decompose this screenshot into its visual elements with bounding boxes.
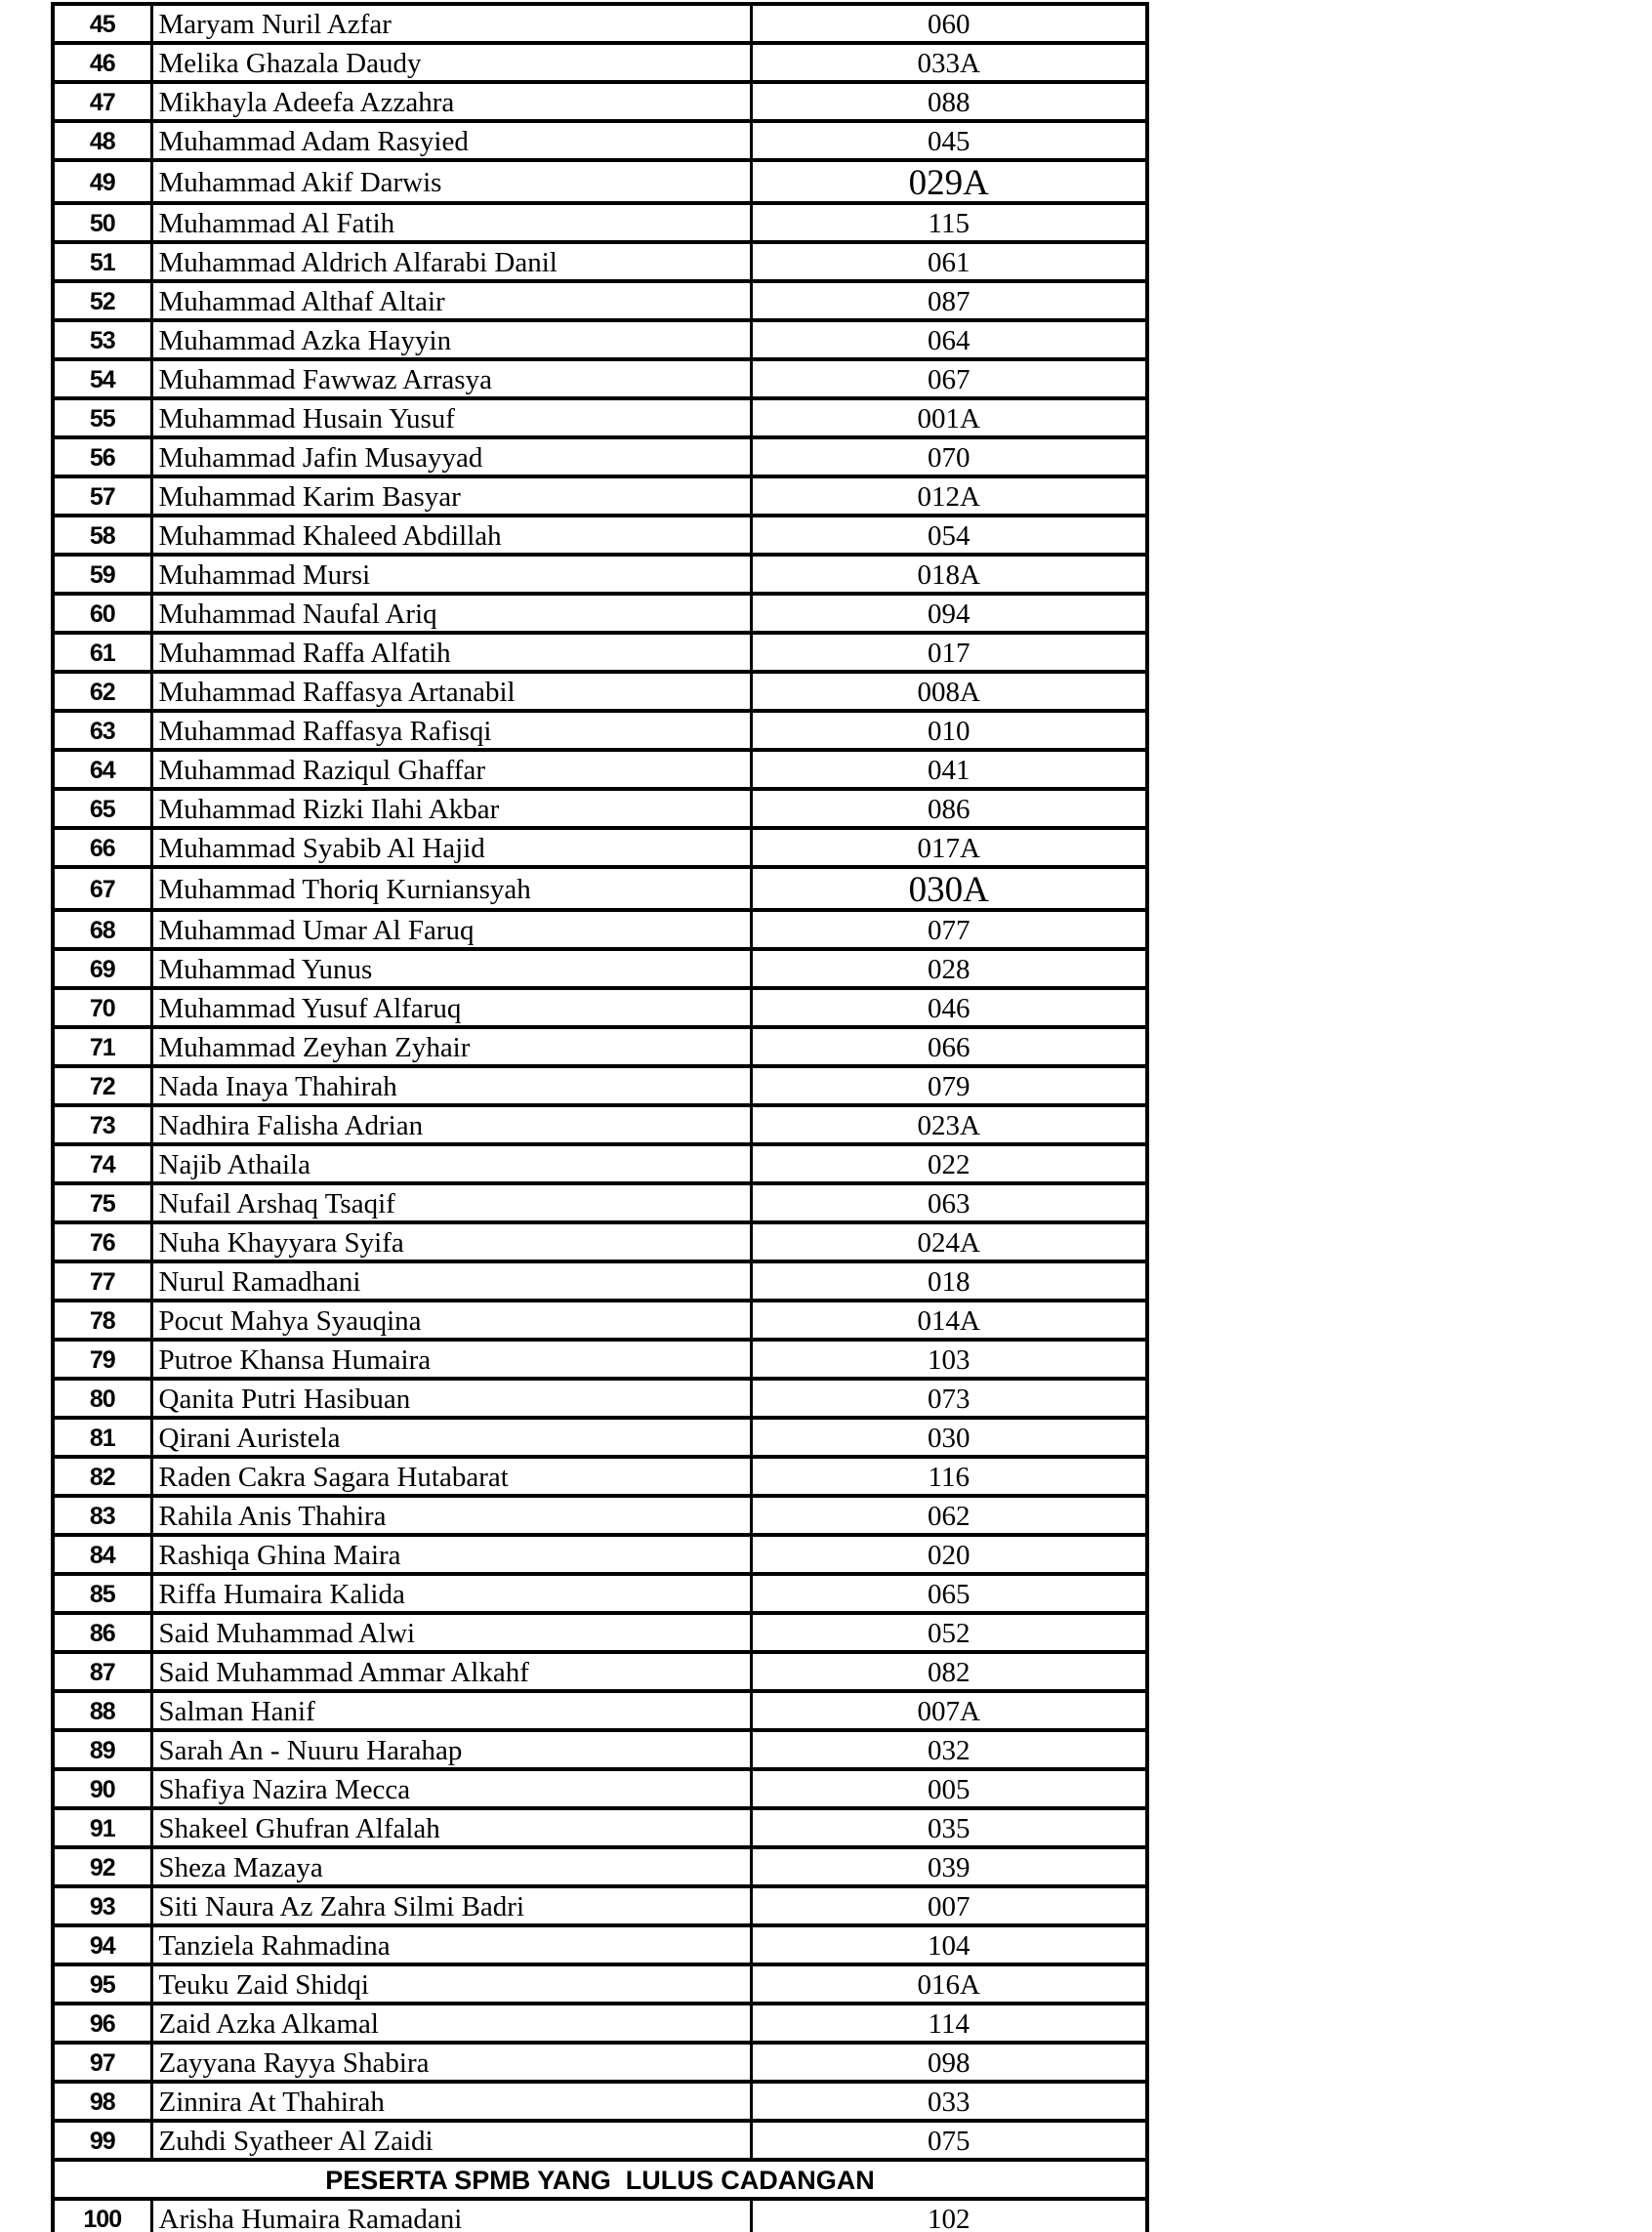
table-row (53, 1457, 1147, 1496)
code-cell: 052 (751, 1613, 1147, 1652)
table-row (53, 82, 1147, 121)
row-number-cell: 46 (53, 43, 151, 82)
table-row (53, 1301, 1147, 1340)
table-row (53, 910, 1147, 949)
row-number-cell: 73 (53, 1105, 151, 1144)
table-row (53, 43, 1147, 82)
name-cell: Said Muhammad Alwi (151, 1613, 751, 1652)
table-row (53, 1066, 1147, 1105)
code-cell: 035 (751, 1808, 1147, 1847)
code-cell: 070 (751, 437, 1147, 476)
name-cell: Maryam Nuril Azfar (151, 4, 751, 43)
row-number-cell: 54 (53, 359, 151, 398)
table-row (53, 1925, 1147, 1964)
code-cell: 045 (751, 121, 1147, 160)
row-number-cell: 47 (53, 82, 151, 121)
row-number-cell: 55 (53, 398, 151, 437)
table-row (53, 555, 1147, 594)
code-cell: 064 (751, 320, 1147, 359)
row-number-cell: 61 (53, 633, 151, 672)
name-cell: Tanziela Rahmadina (151, 1925, 751, 1964)
code-cell: 008A (751, 672, 1147, 711)
row-number-cell: 85 (53, 1574, 151, 1613)
table-row (53, 633, 1147, 672)
row-number-cell: 87 (53, 1652, 151, 1691)
table-row (53, 476, 1147, 516)
row-number-cell: 50 (53, 203, 151, 242)
code-cell: 005 (751, 1769, 1147, 1808)
row-number-cell: 70 (53, 988, 151, 1027)
name-cell: Muhammad Thoriq Kurniansyah (151, 867, 751, 910)
table-row (53, 281, 1147, 320)
name-cell: Muhammad Althaf Altair (151, 281, 751, 320)
name-cell: Muhammad Syabib Al Hajid (151, 828, 751, 867)
code-cell: 054 (751, 516, 1147, 555)
row-number-cell: 56 (53, 437, 151, 476)
table-row (53, 1730, 1147, 1769)
code-cell: 063 (751, 1183, 1147, 1222)
name-cell: Sarah An - Nuuru Harahap (151, 1730, 751, 1769)
code-cell: 017 (751, 633, 1147, 672)
name-cell: Arisha Humaira Ramadani (151, 2199, 751, 2232)
code-cell: 114 (751, 2004, 1147, 2043)
table-row (53, 1105, 1147, 1144)
table-row (53, 750, 1147, 789)
name-cell: Raden Cakra Sagara Hutabarat (151, 1457, 751, 1496)
row-number-cell: 64 (53, 750, 151, 789)
code-cell: 073 (751, 1379, 1147, 1418)
name-cell: Siti Naura Az Zahra Silmi Badri (151, 1886, 751, 1925)
table-row (53, 203, 1147, 242)
table-row (53, 160, 1147, 203)
name-cell: Muhammad Naufal Ariq (151, 594, 751, 633)
code-cell: 007A (751, 1691, 1147, 1730)
code-cell: 065 (751, 1574, 1147, 1613)
code-cell: 088 (751, 82, 1147, 121)
row-number-cell: 95 (53, 1964, 151, 2004)
row-number-cell: 100 (53, 2199, 151, 2232)
name-cell: Muhammad Rizki Ilahi Akbar (151, 789, 751, 828)
table-row (53, 1379, 1147, 1418)
code-cell: 018A (751, 555, 1147, 594)
table-row (53, 437, 1147, 476)
name-cell: Muhammad Mursi (151, 555, 751, 594)
name-cell: Muhammad Jafin Musayyad (151, 437, 751, 476)
table-row (53, 828, 1147, 867)
name-cell: Zinnira At Thahirah (151, 2082, 751, 2121)
code-cell: 012A (751, 476, 1147, 516)
table-row (53, 2082, 1147, 2121)
name-cell: Muhammad Aldrich Alfarabi Danil (151, 242, 751, 281)
row-number-cell: 71 (53, 1027, 151, 1066)
row-number-cell: 63 (53, 711, 151, 750)
table-row (53, 1418, 1147, 1457)
name-cell: Pocut Mahya Syauqina (151, 1301, 751, 1340)
table-row (53, 359, 1147, 398)
row-number-cell: 93 (53, 1886, 151, 1925)
table-row (53, 988, 1147, 1027)
code-cell: 018 (751, 1261, 1147, 1301)
row-number-cell: 97 (53, 2043, 151, 2082)
code-cell: 061 (751, 242, 1147, 281)
code-cell: 030A (751, 867, 1147, 910)
name-cell: Mikhayla Adeefa Azzahra (151, 82, 751, 121)
name-cell: Muhammad Raffa Alfatih (151, 633, 751, 672)
code-cell: 079 (751, 1066, 1147, 1105)
name-cell: Nadhira Falisha Adrian (151, 1105, 751, 1144)
row-number-cell: 78 (53, 1301, 151, 1340)
table-row (53, 1535, 1147, 1574)
code-cell: 023A (751, 1105, 1147, 1144)
row-number-cell: 65 (53, 789, 151, 828)
table-row (53, 320, 1147, 359)
row-number-cell: 48 (53, 121, 151, 160)
table-row (53, 398, 1147, 437)
name-cell: Riffa Humaira Kalida (151, 1574, 751, 1613)
name-cell: Muhammad Akif Darwis (151, 160, 751, 203)
name-cell: Qanita Putri Hasibuan (151, 1379, 751, 1418)
table-row (53, 1144, 1147, 1183)
name-cell: Muhammad Fawwaz Arrasya (151, 359, 751, 398)
name-cell: Muhammad Yunus (151, 949, 751, 988)
name-cell: Putroe Khansa Humaira (151, 1340, 751, 1379)
row-number-cell: 60 (53, 594, 151, 633)
row-number-cell: 80 (53, 1379, 151, 1418)
code-cell: 087 (751, 281, 1147, 320)
section-header-cell: PESERTA SPMB YANG LULUS CADANGAN (53, 2160, 1147, 2199)
name-cell: Said Muhammad Ammar Alkahf (151, 1652, 751, 1691)
row-number-cell: 86 (53, 1613, 151, 1652)
code-cell: 022 (751, 1144, 1147, 1183)
table-row (53, 1340, 1147, 1379)
table-row (53, 1652, 1147, 1691)
code-cell: 017A (751, 828, 1147, 867)
code-cell: 066 (751, 1027, 1147, 1066)
name-cell: Nuha Khayyara Syifa (151, 1222, 751, 1261)
table-row (53, 2004, 1147, 2043)
row-number-cell: 67 (53, 867, 151, 910)
code-cell: 102 (751, 2199, 1147, 2232)
table-row (53, 1496, 1147, 1535)
table-row (53, 711, 1147, 750)
row-number-cell: 72 (53, 1066, 151, 1105)
name-cell: Rashiqa Ghina Maira (151, 1535, 751, 1574)
name-cell: Muhammad Raffasya Rafisqi (151, 711, 751, 750)
row-number-cell: 57 (53, 476, 151, 516)
code-cell: 104 (751, 1925, 1147, 1964)
code-cell: 016A (751, 1964, 1147, 2004)
name-cell: Muhammad Adam Rasyied (151, 121, 751, 160)
row-number-cell: 77 (53, 1261, 151, 1301)
code-cell: 029A (751, 160, 1147, 203)
table-row (53, 1691, 1147, 1730)
code-cell: 028 (751, 949, 1147, 988)
table-row (53, 2199, 1147, 2232)
row-number-cell: 58 (53, 516, 151, 555)
name-cell: Sheza Mazaya (151, 1847, 751, 1886)
row-number-cell: 81 (53, 1418, 151, 1457)
code-cell: 060 (751, 4, 1147, 43)
row-number-cell: 66 (53, 828, 151, 867)
code-cell: 041 (751, 750, 1147, 789)
table-row (53, 2043, 1147, 2082)
table-row (53, 1027, 1147, 1066)
code-cell: 077 (751, 910, 1147, 949)
code-cell: 116 (751, 1457, 1147, 1496)
row-number-cell: 49 (53, 160, 151, 203)
table-row (53, 1574, 1147, 1613)
name-cell: Muhammad Husain Yusuf (151, 398, 751, 437)
name-cell: Melika Ghazala Daudy (151, 43, 751, 82)
table-row (53, 1613, 1147, 1652)
table-row (53, 594, 1147, 633)
table-row (53, 867, 1147, 910)
name-cell: Zuhdi Syatheer Al Zaidi (151, 2121, 751, 2160)
row-number-cell: 53 (53, 320, 151, 359)
table-row (53, 1886, 1147, 1925)
section-header-row (53, 2160, 1147, 2199)
row-number-cell: 76 (53, 1222, 151, 1261)
name-cell: Muhammad Al Fatih (151, 203, 751, 242)
code-cell: 103 (751, 1340, 1147, 1379)
table-row (53, 121, 1147, 160)
code-cell: 007 (751, 1886, 1147, 1925)
row-number-cell: 99 (53, 2121, 151, 2160)
code-cell: 030 (751, 1418, 1147, 1457)
table-body (53, 4, 1147, 2232)
code-cell: 033A (751, 43, 1147, 82)
table-row (53, 949, 1147, 988)
code-cell: 032 (751, 1730, 1147, 1769)
table-row (53, 4, 1147, 43)
code-cell: 075 (751, 2121, 1147, 2160)
name-cell: Shakeel Ghufran Alfalah (151, 1808, 751, 1847)
row-number-cell: 62 (53, 672, 151, 711)
code-cell: 098 (751, 2043, 1147, 2082)
row-number-cell: 83 (53, 1496, 151, 1535)
name-cell: Najib Athaila (151, 1144, 751, 1183)
row-number-cell: 69 (53, 949, 151, 988)
row-number-cell: 94 (53, 1925, 151, 1964)
results-table (51, 2, 1149, 2232)
code-cell: 001A (751, 398, 1147, 437)
name-cell: Zayyana Rayya Shabira (151, 2043, 751, 2082)
code-cell: 067 (751, 359, 1147, 398)
table-row (53, 1847, 1147, 1886)
name-cell: Muhammad Karim Basyar (151, 476, 751, 516)
name-cell: Muhammad Yusuf Alfaruq (151, 988, 751, 1027)
row-number-cell: 45 (53, 4, 151, 43)
code-cell: 086 (751, 789, 1147, 828)
name-cell: Rahila Anis Thahira (151, 1496, 751, 1535)
name-cell: Muhammad Raziqul Ghaffar (151, 750, 751, 789)
name-cell: Shafiya Nazira Mecca (151, 1769, 751, 1808)
row-number-cell: 79 (53, 1340, 151, 1379)
code-cell: 014A (751, 1301, 1147, 1340)
name-cell: Nada Inaya Thahirah (151, 1066, 751, 1105)
name-cell: Nufail Arshaq Tsaqif (151, 1183, 751, 1222)
row-number-cell: 74 (53, 1144, 151, 1183)
table-row (53, 1769, 1147, 1808)
row-number-cell: 84 (53, 1535, 151, 1574)
name-cell: Teuku Zaid Shidqi (151, 1964, 751, 2004)
table-row (53, 1261, 1147, 1301)
code-cell: 020 (751, 1535, 1147, 1574)
row-number-cell: 96 (53, 2004, 151, 2043)
table-row (53, 672, 1147, 711)
row-number-cell: 51 (53, 242, 151, 281)
table-row (53, 1222, 1147, 1261)
row-number-cell: 90 (53, 1769, 151, 1808)
table-row (53, 789, 1147, 828)
name-cell: Zaid Azka Alkamal (151, 2004, 751, 2043)
row-number-cell: 82 (53, 1457, 151, 1496)
row-number-cell: 59 (53, 555, 151, 594)
name-cell: Qirani Auristela (151, 1418, 751, 1457)
row-number-cell: 52 (53, 281, 151, 320)
table-row (53, 1808, 1147, 1847)
name-cell: Nurul Ramadhani (151, 1261, 751, 1301)
table-row (53, 2121, 1147, 2160)
table-row (53, 1183, 1147, 1222)
row-number-cell: 88 (53, 1691, 151, 1730)
code-cell: 094 (751, 594, 1147, 633)
row-number-cell: 68 (53, 910, 151, 949)
name-cell: Salman Hanif (151, 1691, 751, 1730)
row-number-cell: 92 (53, 1847, 151, 1886)
name-cell: Muhammad Umar Al Faruq (151, 910, 751, 949)
table-row (53, 242, 1147, 281)
code-cell: 033 (751, 2082, 1147, 2121)
row-number-cell: 75 (53, 1183, 151, 1222)
name-cell: Muhammad Raffasya Artanabil (151, 672, 751, 711)
row-number-cell: 98 (53, 2082, 151, 2121)
name-cell: Muhammad Khaleed Abdillah (151, 516, 751, 555)
code-cell: 115 (751, 203, 1147, 242)
row-number-cell: 91 (53, 1808, 151, 1847)
row-number-cell: 89 (53, 1730, 151, 1769)
code-cell: 024A (751, 1222, 1147, 1261)
code-cell: 046 (751, 988, 1147, 1027)
name-cell: Muhammad Zeyhan Zyhair (151, 1027, 751, 1066)
code-cell: 039 (751, 1847, 1147, 1886)
code-cell: 010 (751, 711, 1147, 750)
code-cell: 062 (751, 1496, 1147, 1535)
code-cell: 082 (751, 1652, 1147, 1691)
table-row (53, 516, 1147, 555)
table-row (53, 1964, 1147, 2004)
name-cell: Muhammad Azka Hayyin (151, 320, 751, 359)
